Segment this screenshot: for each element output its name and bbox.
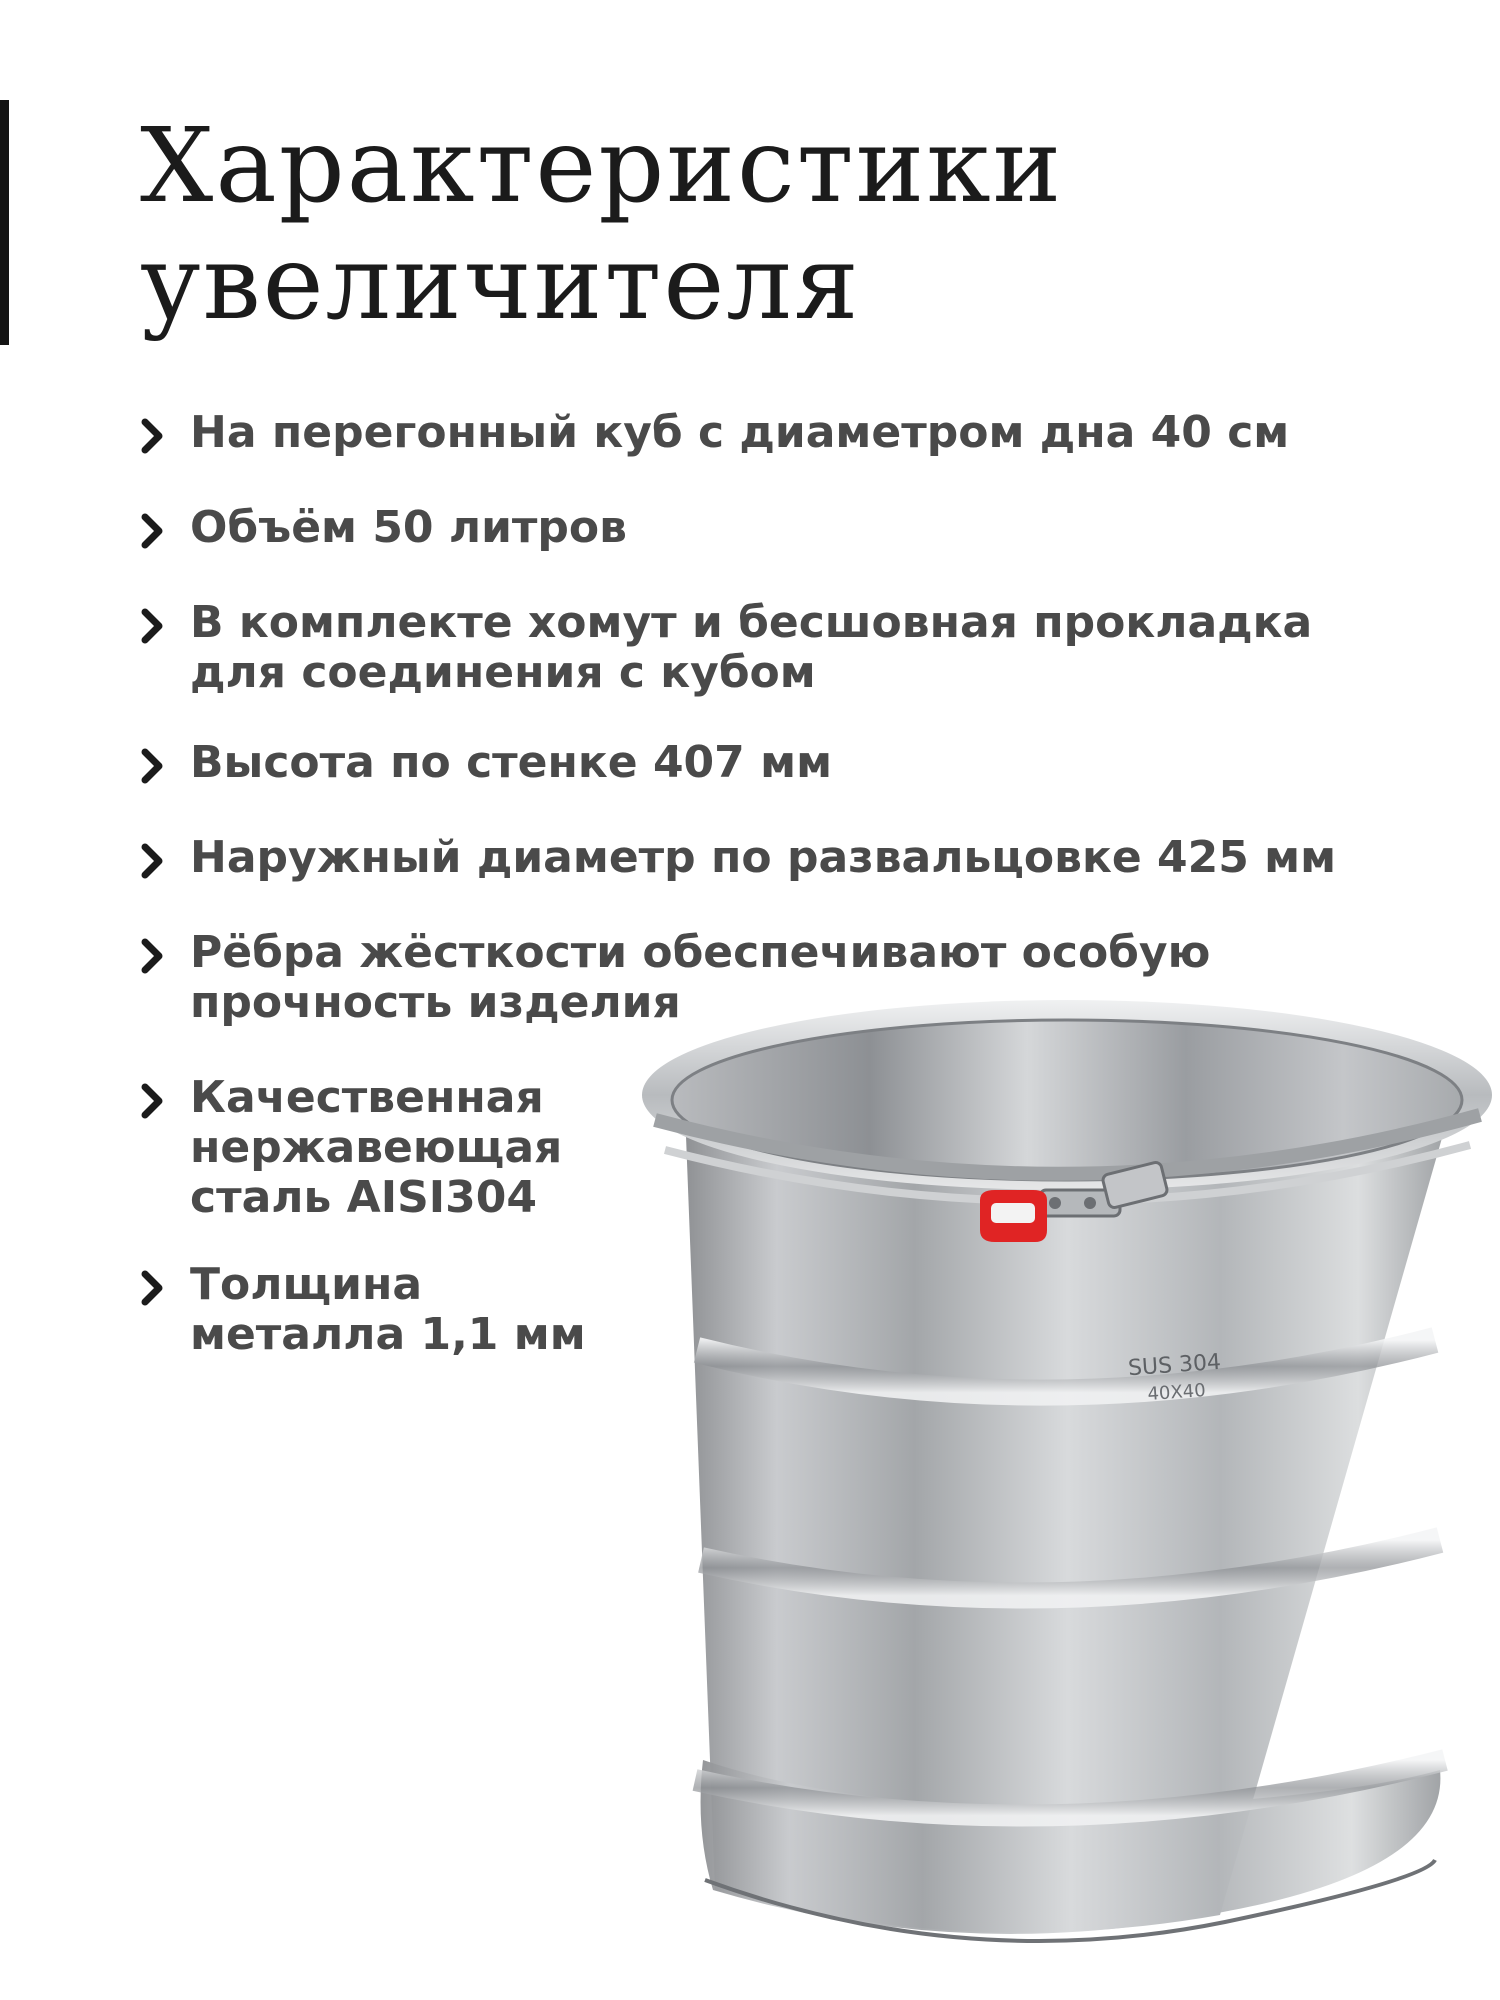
feature-line: сталь AISI304 [190, 1172, 537, 1223]
feature-text [190, 1260, 586, 1360]
feature-text [190, 408, 1289, 458]
stamp-line-1: SUS 304 [1127, 1349, 1222, 1382]
feature-item-kit [140, 598, 1312, 698]
feature-line: Высота по стенке 407 мм [190, 737, 833, 788]
chevron-right-icon [140, 1083, 164, 1119]
page-title-line-1: Характеристики [140, 106, 1064, 226]
feature-text [190, 503, 627, 553]
feature-text [190, 598, 1312, 698]
feature-text [190, 1073, 562, 1223]
feature-line: прочность изделия [190, 977, 681, 1028]
feature-item-steel [140, 1073, 562, 1223]
feature-item-thickness [140, 1260, 586, 1360]
feature-line: Наружный диаметр по развальцовке 425 мм [190, 832, 1337, 883]
feature-line: Рёбра жёсткости обеспечивают особую [190, 927, 1211, 978]
chevron-right-icon [140, 748, 164, 784]
feature-item-bottom-diameter [140, 408, 1289, 458]
feature-line: для соединения с кубом [190, 647, 816, 698]
feature-text [190, 738, 832, 788]
feature-line: металла 1,1 мм [190, 1309, 586, 1360]
page-title [140, 108, 1063, 342]
feature-line: нержавеющая [190, 1122, 563, 1173]
feature-line: Толщина [190, 1259, 423, 1310]
chevron-right-icon [140, 608, 164, 644]
stamp-line-2: 40X40 [1146, 1380, 1207, 1406]
product-photo [635, 1000, 1500, 2000]
chevron-right-icon [140, 843, 164, 879]
chevron-right-icon [140, 938, 164, 974]
feature-line: На перегонный куб с диаметром дна 40 см [190, 407, 1290, 458]
feature-line: В комплекте хомут и бесшовная прокладка [190, 597, 1313, 648]
accent-bar [0, 100, 9, 345]
page-title-line-2: увеличителя [140, 223, 861, 343]
feature-item-outer-diameter [140, 833, 1336, 883]
feature-line: Объём 50 литров [190, 502, 627, 553]
chevron-right-icon [140, 513, 164, 549]
chevron-right-icon [140, 418, 164, 454]
chevron-right-icon [140, 1270, 164, 1306]
feature-item-wall-height [140, 738, 832, 788]
feature-line: Качественная [190, 1072, 544, 1123]
feature-item-volume [140, 503, 627, 553]
feature-text [190, 833, 1336, 883]
